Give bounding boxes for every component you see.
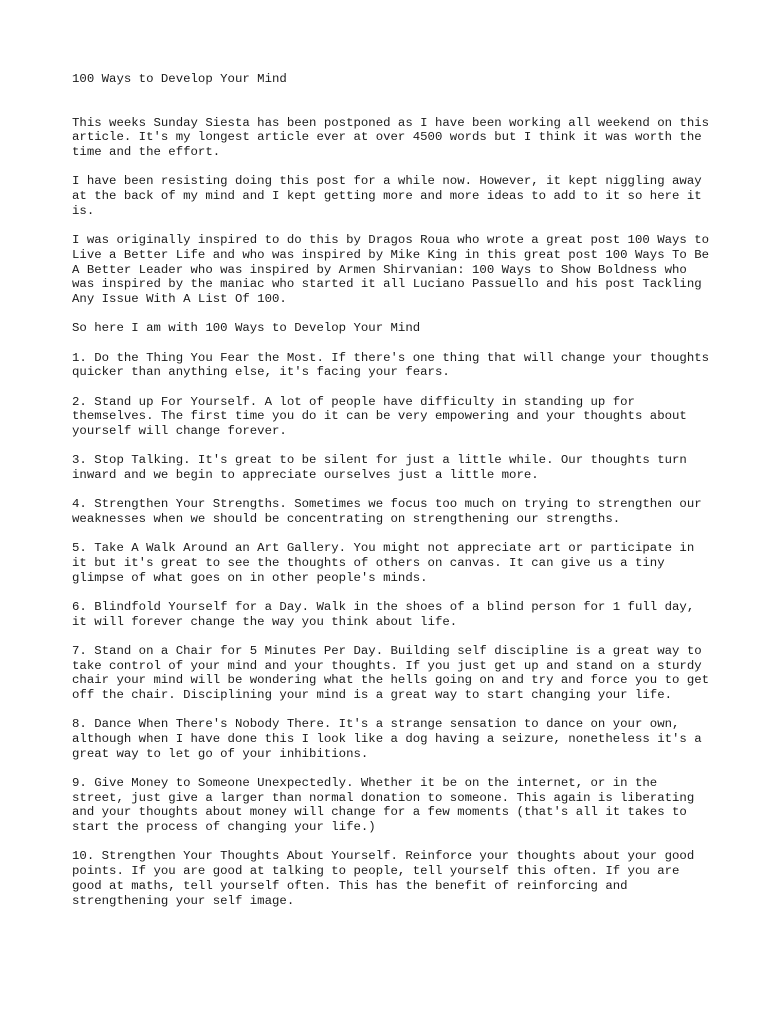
list-item: 5. Take A Walk Around an Art Gallery. You might not appreciate art or participate in it but it's great to see the thoughts of others on canvas. It can give us a tiny glimpse of what goes on in other people's minds. [72,541,695,585]
intro-paragraph: This weeks Sunday Siesta has been postponed as I have been working all weekend on this article. It's my longest article ever at over 4500 words but I think it was worth the time and the effort. [72,115,710,160]
list-item: 7. Stand on a Chair for 5 Minutes Per Day. Building self discipline is a great way to take control of your mind and your thoughts. If you just get up and stand on a sturdy chair your mind will be wondering what the hells going on and try and force you to get off the chair. Disciplining your mind is a great way to start changing your life. [72,643,710,703]
document-page [72,72,712,923]
list-item: 9. Give Money to Someone Unexpectedly. Whether it be on the internet, or in the street, just give a larger than normal donation to someone. This again is liberating and your thoughts about money will change for a few moments (that's all it takes to start the process of changing your life.) [72,776,695,835]
list-item: 1. Do the Thing You Fear the Most. If there's one thing that will change your thoughts quicker than anything else, it's facing your fears. [72,350,710,380]
document-body [72,116,712,909]
intro-paragraph: I was originally inspired to do this by Dragos Roua who wrote a great post 100 Ways to Live a Better Life and who was inspired by Mike King in this great post 100 Ways To Be A Better Leader who was inspired by Armen Shirvanian: 100 Ways to Show Boldness who was inspired by the maniac who started it all Luciano Passuello and his post Tackling Any Issue With A List Of 100. [72,233,710,306]
intro-paragraph: So here I am with 100 Ways to Develop Your Mind [72,321,421,336]
intro-paragraph: I have been resisting doing this post for a while now. However, it kept niggling away at the back of my mind and I kept getting more and more ideas to add to it so here it is. [72,174,702,218]
list-item: 4. Strengthen Your Strengths. Sometimes we focus too much on trying to strengthen our weaknesses when we should be concentrating on strengthening our strengths. [72,497,702,526]
list-item: 8. Dance When There's Nobody There. It's a strange sensation to dance on your own, although when I have done this I look like a dog having a seizure, nonetheless it's a great way to let go of your inhibitions. [72,717,702,761]
list-item: 10. Strengthen Your Thoughts About Yourself. Reinforce your thoughts about your good points. If you are good at talking to people, tell yourself this often. If you are good at maths, tell yourself often. This has the benefit of reinforcing and strengthening your self image. [72,849,695,908]
list-item: 3. Stop Talking. It's great to be silent for just a little while. Our thoughts turn inward and we begin to appreciate ourselves just a little more. [72,453,687,482]
list-item: 6. Blindfold Yourself for a Day. Walk in the shoes of a blind person for 1 full day, it will forever change the way you think about life. [72,599,695,629]
list-item: 2. Stand up For Yourself. A lot of people have difficulty in standing up for themselves. The first time you do it can be very empowering and your thoughts about yourself will change forever. [72,394,687,438]
document-title: 100 Ways to Develop Your Mind [72,72,287,86]
